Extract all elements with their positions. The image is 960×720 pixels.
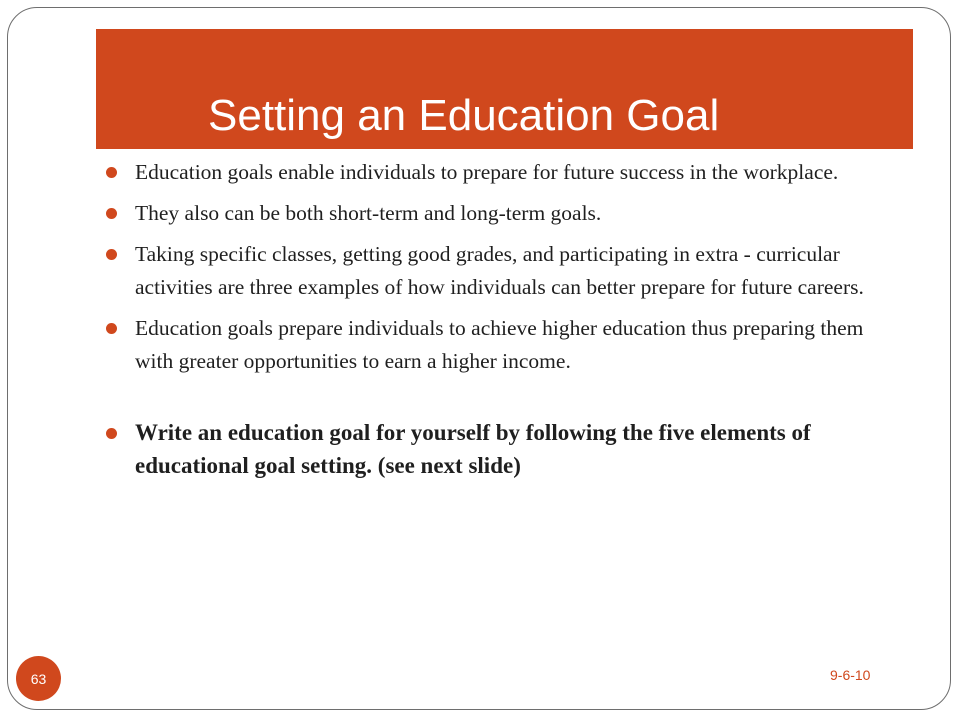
bullet-dot-icon: [106, 167, 117, 178]
page-number-badge: 63: [16, 656, 61, 701]
bullet-dot-icon: [106, 428, 117, 439]
bullet-dot-icon: [106, 323, 117, 334]
bullet-item: [106, 156, 896, 189]
bullet-dot-icon: [106, 249, 117, 260]
bullet-text: They also can be both short-term and long-term goals.: [135, 201, 602, 225]
bullet-text: Write an education goal for yourself by following the five elements of educational goal setting. (see next slide): [135, 420, 811, 478]
footer-date: 9-6-10: [830, 667, 871, 683]
title-bar: [96, 29, 913, 149]
bullet-list: [106, 156, 896, 490]
bullet-item: [106, 312, 896, 378]
slide-title: Setting an Education Goal: [208, 91, 720, 140]
bullet-item: [106, 238, 896, 304]
bullet-text: Taking specific classes, getting good grades, and participating in extra - curricular activities are three examples of how individuals can better prepare for future careers.: [135, 242, 864, 299]
bullet-text: Education goals prepare individuals to achieve higher education thus preparing them with greater opportunities to earn a higher income.: [135, 316, 864, 373]
bullet-item: [106, 197, 896, 230]
bullet-text: Education goals enable individuals to prepare for future success in the workplace.: [135, 160, 839, 184]
bullet-item-assignment: [106, 416, 896, 482]
bullet-dot-icon: [106, 208, 117, 219]
